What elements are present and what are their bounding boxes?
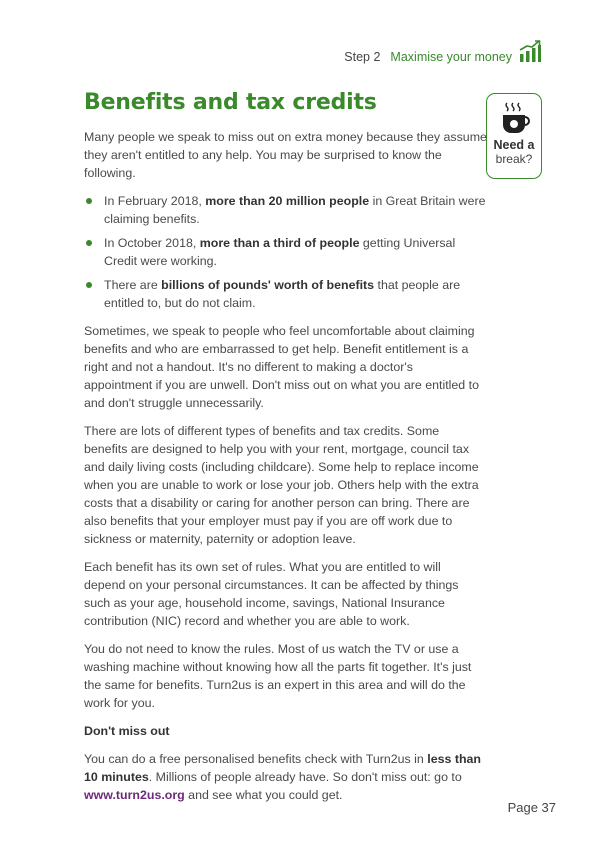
section-title: Maximise your money (390, 50, 512, 64)
bullet-text: There are (104, 278, 162, 292)
coffee-cup-icon (494, 100, 534, 136)
final-text: and see what you could get. (184, 788, 343, 802)
body-paragraph: Sometimes, we speak to people who feel uncomfortable about claiming benefits and who are embarrassed to get help. Benefit entitlement is a right and not a handout. It's no different to making a doctor's appointment if you are unwell. Don't miss out on what you are entitled to and don't struggle unnecessarily. (84, 324, 479, 410)
main-content (84, 128, 490, 814)
bar-chart-growth-icon (518, 40, 542, 64)
bullet-text: In October 2018, (104, 236, 200, 250)
page-header (344, 40, 542, 64)
bullet-text: In February 2018, (104, 194, 206, 208)
bullet-bold: billions of pounds' worth of benefits (161, 278, 375, 292)
page-number: Page 37 (507, 800, 556, 815)
final-paragraph (84, 750, 484, 804)
list-item (84, 192, 490, 228)
step-label: Step 2 (344, 50, 381, 64)
subheading: Don't miss out (84, 724, 170, 738)
turn2us-link[interactable]: www.turn2us.org (84, 788, 185, 802)
page-title: Benefits and tax credits (84, 90, 377, 115)
final-bold: less than 10 minutes (84, 752, 481, 784)
bullet-text: that people are entitled to, but do not claim. (104, 278, 461, 310)
bullet-dot (86, 240, 92, 246)
break-label-line2: break? (495, 152, 533, 166)
list-item (84, 234, 490, 270)
bullet-bold: more than 20 million people (205, 194, 370, 208)
break-label-line1: Need a (493, 138, 535, 152)
facts-list (84, 192, 490, 312)
need-a-break-callout (486, 93, 542, 179)
final-text: . Millions of people already have. So don't miss out: go to (148, 770, 462, 784)
body-paragraph: Each benefit has its own set of rules. What you are entitled to will depend on your personal circumstances. It can be affected by things such as your age, household income, savings, National Insurance contribution (NIC) record and whether you are able to work. (84, 560, 459, 628)
list-item (84, 276, 490, 312)
bullet-dot (86, 198, 92, 204)
body-paragraph: You do not need to know the rules. Most of us watch the TV or use a washing machine without knowing how all the parts fit together. It's just the same for benefits. Turn2us is an expert in this area and will do the work for you. (84, 642, 472, 710)
body-paragraph: There are lots of different types of benefits and tax credits. Some benefits are designed to help you with your rent, mortgage, council tax and daily living costs (including childcare). Some help to replace income when you are unable to work or lose your job. Others help with the extra costs that a disability or caring for another person can bring. There are also benefits that your employer must pay if you are off work due to sickness or maternity, paternity or adoption leave. (84, 424, 479, 546)
intro-paragraph: Many people we speak to miss out on extra money because they assume they aren't entitled to any help. You may be surprised to know the following. (84, 130, 487, 180)
bullet-text: getting Universal Credit were working. (104, 236, 456, 268)
final-text: You can do a free personalised benefits check with Turn2us in (84, 752, 428, 766)
bullet-dot (86, 282, 92, 288)
bullet-text: in Great Britain were claiming benefits. (104, 194, 486, 226)
bullet-bold: more than a third of people (199, 236, 360, 250)
